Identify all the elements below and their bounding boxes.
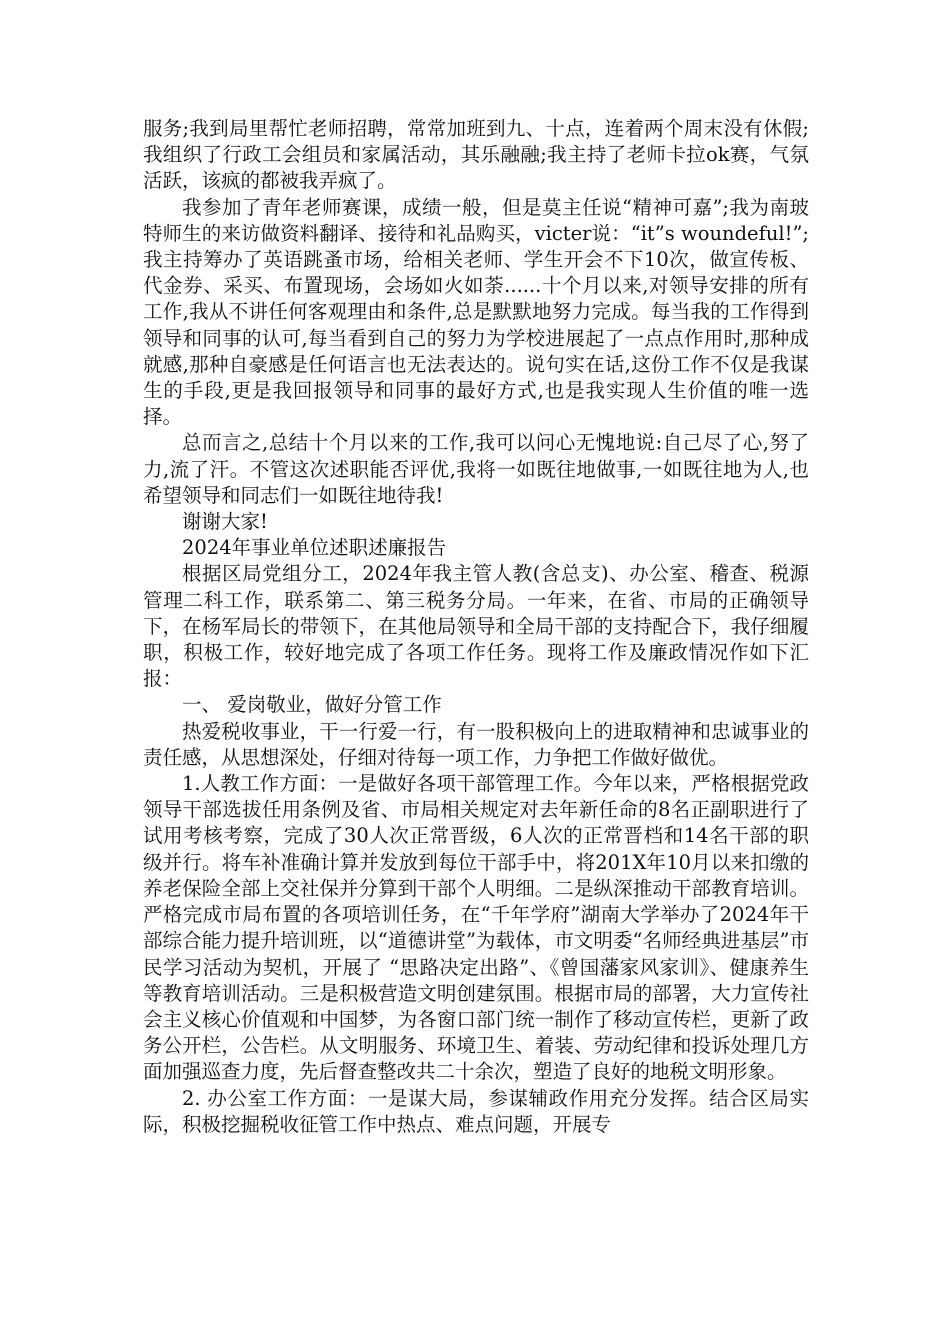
paragraph-continued-service: 服务;我到局里帮忙老师招聘，常常加班到九、十点，连着两个周末没有休假;我组织了行政工会组员和家属活动，其乐融融;我主持了老师卡拉ok赛，气氛活跃，该疯的都被我弄疯了。 — [143, 117, 809, 193]
paragraph-teacher-activities: 我参加了青年老师赛课，成绩一般，但是莫主任说“精神可嘉”;我为南玻特师生的来访做资料翻译、接待和礼品购买，victer说：“it”s woundeful!”;我主持筹办了英语跳蚤市场，给相关老师、学生开会不下10次，做宣传板、代金券、采买、布置现场，会场如火如荼......十个月以来,对领导安排的所有工作,我从不讲任何客观理由和条件,总是默默地努力完成。每当我的工作得到领导和同事的认可,每当看到自己的努力为学校进展起了一点点作用时,那种成就感,那种自豪感是任何语言也无法表达的。说句实在话,这份工作不仅是我谋生的手段,更是我回报领导和同事的最好方式,也是我实现人生价值的唯一选择。 — [143, 195, 809, 429]
paragraph-office-work: 2. 办公室工作方面：一是谋大局，参谋辅政作用充分发挥。结合区局实际，积极挖掘税收征管工作中热点、难点问题，开展专 — [143, 1086, 809, 1136]
paragraph-dedication: 热爱税收事业，干一行爱一行，有一股积极向上的进取精神和忠诚事业的责任感，从思想深处，仔细对待每一项工作，力争把工作做好做优。 — [143, 719, 809, 769]
report-title: 2024年事业单位述职述廉报告 — [182, 536, 447, 560]
paragraph-thanks: 谢谢大家! — [182, 510, 268, 534]
paragraph-report-intro: 根据区局党组分工，2024年我主管人教(含总支)、办公室、稽查、税源管理二科工作，联系第二、第三税务分局。一年来，在省、市局的正确领导下，在杨军局长的带领下，在其他局领导和全局干部的支持配合下，我仔细履职，积极工作，较好地完成了各项工作任务。现将工作及廉政情况作如下汇报： — [143, 562, 809, 691]
paragraph-summary: 总而言之,总结十个月以来的工作,我可以问心无愧地说:自己尽了心,努了力,流了汗。不管这次述职能否评优,我将一如既往地做事,一如既往地为人,也希望领导和同志们一如既往地待我! — [143, 431, 809, 507]
document-page — [143, 116, 809, 1138]
section-heading-1: 一、 爱岗敬业，做好分管工作 — [182, 693, 442, 717]
paragraph-personnel-work: 1.人教工作方面：一是做好各项干部管理工作。今年以来，严格根据党政领导干部选拔任用条例及省、市局相关规定对去年新任命的8名正副职进行了试用考核考察，完成了30人次正常晋级，6人次的正常晋档和14名干部的职级并行。将车补准确计算并发放到每位干部手中，将201X年10月以来扣缴的养老保险全部上交社保并分算到干部个人明细。二是纵深推动干部教育培训。严格完成市局布置的各项培训任务，在“千年学府”湖南大学举办了2024年干部综合能力提升培训班，以“道德讲堂”为载体，市文明委“名师经典进基层”市民学习活动为契机，开展了 “思路决定出路”、《曾国藩家风家训》、健康养生等教育培训活动。三是积极营造文明创建氛围。根据市局的部署，大力宣传社会主义核心价值观和中国梦，为各窗口部门统一制作了移动宣传栏，更新了政务公开栏，公告栏。从文明服务、环境卫生、着装、劳动纪律和投诉处理几方面加强巡查力度，先后督查整改共二十余次，塑造了良好的地税文明形象。 — [143, 772, 809, 1084]
